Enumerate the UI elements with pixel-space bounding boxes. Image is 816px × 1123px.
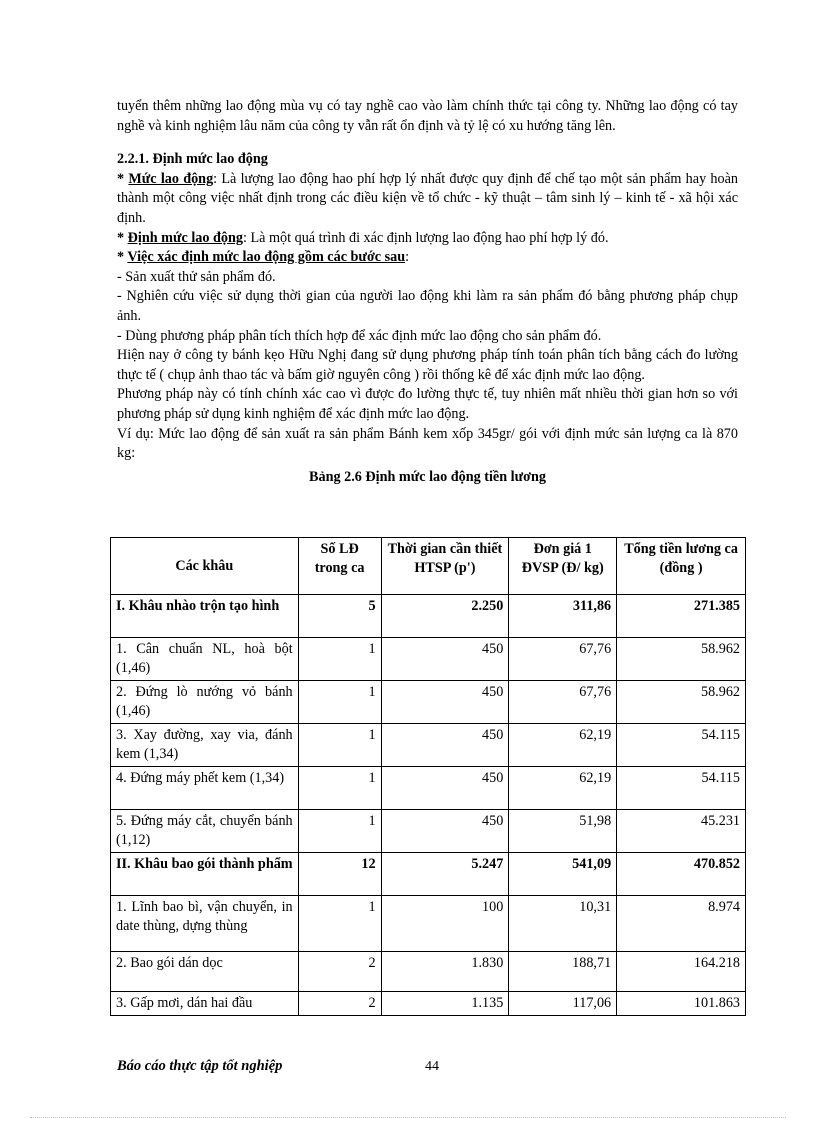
- footer-title: Báo cáo thực tập tốt nghiệp: [117, 1058, 283, 1074]
- example-paragraph: Ví dụ: Mức lao động để sản xuất ra sản phẩm Bánh kem xốp 345gr/ gói với định mức sản lượng ca là 870 kg:: [117, 425, 738, 462]
- steps-heading: [117, 248, 738, 268]
- total-wage-cell: 58.962: [617, 681, 746, 724]
- table-row: [111, 810, 746, 853]
- section-heading: 2.2.1. Định mức lao động: [117, 151, 268, 168]
- workers-cell: 1: [298, 810, 381, 853]
- table-row: [111, 952, 746, 992]
- total-wage-cell: 58.962: [617, 638, 746, 681]
- stage-cell: 5. Đứng máy cắt, chuyển bánh (1,12): [111, 810, 299, 853]
- total-wage-cell: 470.852: [617, 853, 746, 896]
- workers-cell: 1: [298, 896, 381, 952]
- header-unit-price: Đơn giá 1 ĐVSP (Đ/ kg): [509, 538, 617, 595]
- stage-cell: I. Khâu nhào trộn tạo hình: [111, 595, 299, 638]
- workers-cell: 2: [298, 952, 381, 992]
- time-cell: 2.250: [381, 595, 509, 638]
- stage-cell: 4. Đứng máy phết kem (1,34): [111, 767, 299, 810]
- term-labor-norm: Mức lao động: [128, 170, 214, 187]
- time-cell: 450: [381, 810, 509, 853]
- total-wage-cell: 45.231: [617, 810, 746, 853]
- definition-norm-setting: [117, 229, 738, 249]
- time-cell: 450: [381, 767, 509, 810]
- definition-text: : Là một quá trình đi xác định lượng lao động hao phí hợp lý đó.: [242, 229, 609, 246]
- bullet-star: *: [117, 249, 128, 266]
- definition-text: : Là lượng lao động hao phí hợp lý nhất được quy định để chế tạo một sản phẩm hay hoàn thành một công việc nhất định trong các điều kiện về tổ chức - kỹ thuật – tâm sinh lý – kinh tế - xã hội xác định.: [117, 170, 739, 226]
- stage-cell: 3. Xay đường, xay via, đánh kem (1,34): [111, 724, 299, 767]
- table-header-row: [111, 538, 746, 595]
- total-wage-cell: 271.385: [617, 595, 746, 638]
- unit-price-cell: 117,06: [509, 992, 617, 1016]
- workers-cell: 1: [298, 724, 381, 767]
- table-row: [111, 992, 746, 1016]
- table-row: [111, 896, 746, 952]
- step-item: - Nghiên cứu việc sử dụng thời gian của người lao động khi làm ra sản phẩm đó bằng phương pháp chụp ảnh.: [117, 288, 738, 324]
- intro-paragraph: tuyển thêm những lao động mùa vụ có tay nghề cao vào làm chính thức tại công ty. Những lao động có tay nghề và kinh nghiệm lâu năm của công ty vẫn rất ổn định và tỷ lệ có xu hướng tăng lên.: [117, 98, 738, 134]
- stage-cell: 3. Gấp mơi, dán hai đầu: [111, 992, 299, 1016]
- stage-cell: 2. Bao gói dán dọc: [111, 952, 299, 992]
- definition-labor-norm: [117, 170, 738, 229]
- total-wage-cell: 164.218: [617, 952, 746, 992]
- time-cell: 1.830: [381, 952, 509, 992]
- workers-cell: 1: [298, 767, 381, 810]
- unit-price-cell: 62,19: [509, 767, 617, 810]
- time-cell: 450: [381, 724, 509, 767]
- time-cell: 450: [381, 681, 509, 724]
- method-accuracy-paragraph: Phương pháp này có tính chính xác cao vì được đo lường thực tế, tuy nhiên mất nhiều thời gian hơn so với phương pháp sử dụng kinh nghiệm để xác định mức lao động.: [117, 386, 738, 422]
- step-item: - Sản xuất thử sản phẩm đó.: [117, 268, 276, 285]
- bullet-star: *: [117, 170, 129, 187]
- unit-price-cell: 67,76: [509, 638, 617, 681]
- total-wage-cell: 54.115: [617, 767, 746, 810]
- unit-price-cell: 10,31: [509, 896, 617, 952]
- stage-cell: 2. Đứng lò nướng vỏ bánh (1,46): [111, 681, 299, 724]
- time-cell: 5.247: [381, 853, 509, 896]
- workers-cell: 5: [298, 595, 381, 638]
- workers-cell: 1: [298, 638, 381, 681]
- table-row: [111, 853, 746, 896]
- time-cell: 1.135: [381, 992, 509, 1016]
- stage-cell: 1. Cân chuẩn NL, hoà bột (1,46): [111, 638, 299, 681]
- table-body: [111, 595, 746, 1016]
- unit-price-cell: 67,76: [509, 681, 617, 724]
- workers-cell: 12: [298, 853, 381, 896]
- step-item: - Dùng phương pháp phân tích thích hợp để xác định mức lao động cho sản phẩm đó.: [117, 327, 602, 344]
- time-cell: 100: [381, 896, 509, 952]
- total-wage-cell: 8.974: [617, 896, 746, 952]
- unit-price-cell: 62,19: [509, 724, 617, 767]
- steps-colon: :: [405, 249, 410, 266]
- header-total-wage: Tổng tiền lương ca (đồng ): [617, 538, 746, 595]
- unit-price-cell: 51,98: [509, 810, 617, 853]
- table-caption: Bảng 2.6 Định mức lao động tiền lương: [309, 468, 546, 485]
- time-cell: 450: [381, 638, 509, 681]
- total-wage-cell: 101.863: [617, 992, 746, 1016]
- stage-cell: II. Khâu bao gói thành phẩm: [111, 853, 299, 896]
- current-method-paragraph: Hiện nay ở công ty bánh kẹo Hữu Nghị đang sử dụng phương pháp tính toán phân tích bằng cách đo lường thực tế ( chụp ảnh thao tác và bấm giờ nguyên công ) rồi thống kê để xác định mức lao động.: [117, 347, 738, 383]
- table-row: [111, 724, 746, 767]
- table-row: [111, 681, 746, 724]
- term-norm-setting: Định mức lao động: [127, 229, 243, 246]
- header-stage: Các khâu: [111, 538, 299, 595]
- table-row: [111, 595, 746, 638]
- table-row: [111, 638, 746, 681]
- document-body: [117, 97, 738, 487]
- page-bottom-divider: [30, 1117, 786, 1118]
- stage-cell: 1. Lĩnh bao bì, vận chuyển, in date thùng, dựng thùng: [111, 896, 299, 952]
- table-row: [111, 767, 746, 810]
- labor-norm-table: [110, 537, 746, 1016]
- header-time: Thời gian cần thiết HTSP (p'): [381, 538, 509, 595]
- workers-cell: 1: [298, 681, 381, 724]
- steps-title: Việc xác định mức lao động gồm các bước sau: [127, 249, 406, 266]
- total-wage-cell: 54.115: [617, 724, 746, 767]
- unit-price-cell: 188,71: [509, 952, 617, 992]
- unit-price-cell: 311,86: [509, 595, 617, 638]
- bullet-star: *: [117, 229, 128, 246]
- header-workers: Số LĐ trong ca: [298, 538, 381, 595]
- page-number: 44: [425, 1059, 439, 1074]
- workers-cell: 2: [298, 992, 381, 1016]
- unit-price-cell: 541,09: [509, 853, 617, 896]
